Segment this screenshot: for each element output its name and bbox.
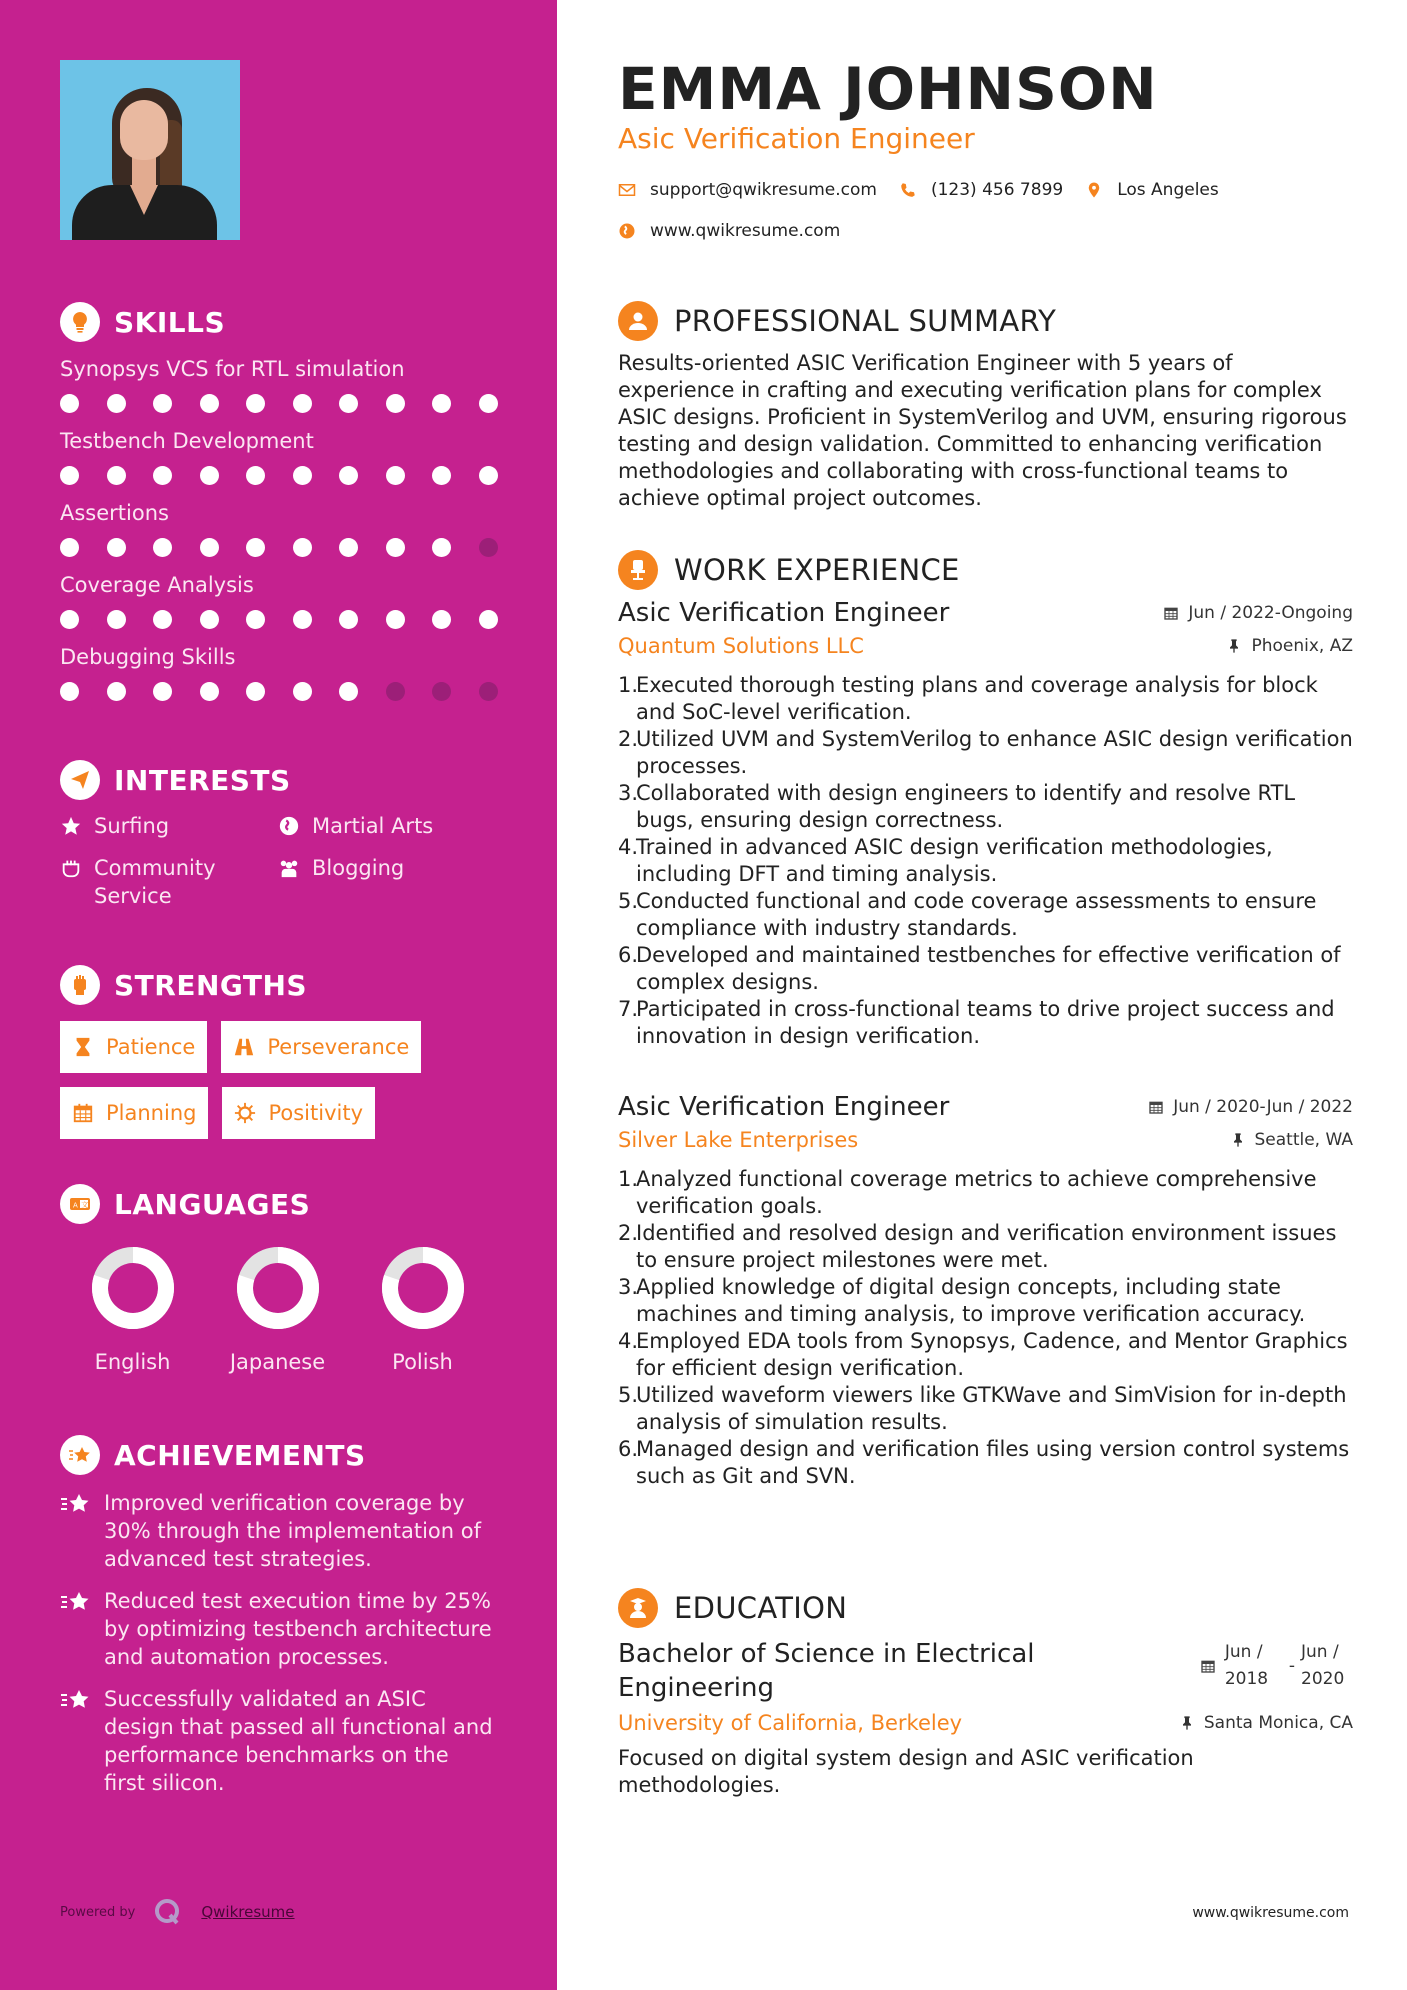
- shooting-star-icon: [60, 1685, 104, 1797]
- job-dates: Jun / 2020-Jun / 2022: [1148, 1097, 1353, 1117]
- job-bullet: 2. Identified and resolved design and verification environment issues to ensure project milestones were met.: [618, 1221, 1337, 1272]
- rating-dot: [339, 682, 358, 701]
- rating-dot: [339, 610, 358, 629]
- translate-icon: [60, 1184, 100, 1224]
- achievement-item: [60, 1489, 500, 1573]
- fist-icon: [60, 965, 100, 1005]
- pushpin-icon: [1179, 1715, 1195, 1731]
- school: University of California, Berkeley: [618, 1711, 963, 1735]
- summary-text: Results-oriented ASIC Verification Engineer with 5 years of experience in crafting and executing verification plans for complex ASIC designs. Proficient in SystemVerilog and UVM, ensuring rigorous testing and design validation. Committed to enhancing verification methodologies and collaborating with cross-functional teams to achieve optimal project outcomes.: [618, 351, 1347, 510]
- rating-dot: [293, 538, 312, 557]
- rating-dot: [293, 466, 312, 485]
- powered-by: Powered by Qwikresume: [60, 1897, 295, 1927]
- interests-heading: INTERESTS: [60, 760, 500, 800]
- user-icon: [618, 301, 658, 341]
- sun-icon: [234, 1102, 256, 1124]
- profile-photo: [60, 60, 240, 240]
- globe-icon: [278, 812, 302, 840]
- language-donut-chart: [236, 1246, 320, 1330]
- rating-dot: [60, 466, 79, 485]
- rating-dot: [479, 466, 498, 485]
- rating-dot: [246, 610, 265, 629]
- rating-dot: [479, 610, 498, 629]
- chair-icon: [618, 550, 658, 590]
- rating-dot: [386, 538, 405, 557]
- job-bullet: 2. Utilized UVM and SystemVerilog to enhance ASIC design verification processes.: [618, 727, 1353, 778]
- calendar-icon: [1148, 1099, 1164, 1115]
- education-heading: EDUCATION: [618, 1586, 847, 1630]
- hourglass-icon: [72, 1036, 94, 1058]
- rating-dot: [246, 682, 265, 701]
- rating-dot: [153, 610, 172, 629]
- rating-dot: [386, 610, 405, 629]
- skill-label: Coverage Analysis: [60, 573, 254, 597]
- rating-dot: [60, 394, 79, 413]
- graduate-icon: [618, 1588, 658, 1628]
- globe-icon: [618, 222, 636, 240]
- skill-rating: [60, 536, 500, 558]
- skill-label: Synopsys VCS for RTL simulation: [60, 357, 405, 381]
- rating-dot: [246, 394, 265, 413]
- experience-heading: WORK EXPERIENCE: [618, 548, 960, 592]
- pushpin-icon: [1226, 638, 1242, 654]
- strengths-section: [60, 965, 500, 1139]
- rating-dot: [386, 682, 405, 701]
- skill-label: Assertions: [60, 501, 169, 525]
- language-label: Polish: [392, 1350, 453, 1374]
- interests-list: [60, 812, 500, 910]
- job-bullet: 3. Collaborated with design engineers to identify and resolve RTL bugs, ensuring design correctness.: [618, 781, 1296, 832]
- job-location: Phoenix, AZ: [1226, 636, 1353, 656]
- rating-dot: [386, 466, 405, 485]
- rating-dot: [432, 610, 451, 629]
- languages-heading: A 文 LANGUAGES: [60, 1184, 500, 1224]
- skills-heading: SKILLS: [60, 302, 500, 342]
- rating-dot: [200, 538, 219, 557]
- shooting-star-icon: [60, 1489, 104, 1573]
- rating-dot: [153, 538, 172, 557]
- summary-heading: PROFESSIONAL SUMMARY: [618, 299, 1056, 343]
- main-content: [557, 0, 1407, 1990]
- skill-label: Debugging Skills: [60, 645, 236, 669]
- achievement-item: [60, 1587, 500, 1671]
- language-item: [205, 1246, 350, 1374]
- achievements-heading: ACHIEVEMENTS: [60, 1435, 500, 1475]
- interest-item: Community Service: [60, 854, 278, 910]
- star-icon: [60, 812, 84, 840]
- skill-item: [60, 570, 500, 630]
- rating-dot: [107, 610, 126, 629]
- sidebar: [0, 0, 557, 1990]
- job-title: Asic Verification Engineer: [618, 1092, 950, 1122]
- qwikresume-logo-icon: [153, 1897, 183, 1927]
- website-row: [618, 221, 862, 241]
- rating-dot: [153, 394, 172, 413]
- rating-dot: [339, 394, 358, 413]
- skill-item: [60, 426, 500, 486]
- strength-badge: Planning: [60, 1087, 208, 1139]
- job-bullet: 5. Utilized waveform viewers like GTKWave and SimVision for in-depth analysis of simulation results.: [618, 1383, 1347, 1434]
- interest-item: Surfing: [60, 812, 278, 840]
- skill-rating: [60, 464, 500, 486]
- education-description: Focused on digital system design and ASIC verification methodologies.: [618, 1746, 1194, 1797]
- star-achievement-icon: [60, 1435, 100, 1475]
- rating-dot: [479, 394, 498, 413]
- achievement-text: Improved verification coverage by 30% through the implementation of advanced test strategies.: [104, 1491, 481, 1571]
- rating-dot: [339, 538, 358, 557]
- language-donut-chart: [91, 1246, 175, 1330]
- job-dates: Jun / 2022-Ongoing: [1163, 603, 1353, 623]
- rating-dot: [432, 538, 451, 557]
- interests-section: [60, 760, 500, 910]
- job-bullet: 4. Employed EDA tools from Synopsys, Cadence, and Mentor Graphics for efficient design verification.: [618, 1329, 1348, 1380]
- rating-dot: [153, 682, 172, 701]
- degree: Bachelor of Science in Electrical Engineering: [618, 1639, 1035, 1703]
- languages-list: [60, 1246, 500, 1374]
- achievements-list: [60, 1489, 500, 1797]
- job-bullet: 4. Trained in advanced ASIC design verification methodologies, including DFT and timing analysis.: [618, 835, 1273, 886]
- rating-dot: [386, 394, 405, 413]
- job-company: Silver Lake Enterprises: [618, 1128, 859, 1152]
- rating-dot: [200, 682, 219, 701]
- hand-icon: [60, 854, 84, 882]
- job-bullet: 1. Analyzed functional coverage metrics to achieve comprehensive verification goals.: [618, 1167, 1317, 1218]
- job-bullet: 5. Conducted functional and code coverage assessments to ensure compliance with industry standards.: [618, 889, 1317, 940]
- rating-dot: [293, 682, 312, 701]
- rating-dot: [200, 610, 219, 629]
- rating-dot: [107, 538, 126, 557]
- website[interactable]: www.qwikresume.com: [650, 221, 841, 241]
- rating-dot: [60, 610, 79, 629]
- job-bullet: 7. Participated in cross-functional teams to drive project success and innovation in design verification.: [618, 997, 1335, 1048]
- interest-item: Blogging: [278, 854, 496, 910]
- education-location: Santa Monica, CA: [1179, 1713, 1353, 1733]
- rating-dot: [60, 538, 79, 557]
- rating-dot: [60, 682, 79, 701]
- contact-row: [618, 180, 1241, 200]
- job-title: Asic Verification Engineer: [618, 598, 950, 628]
- job-bullet: 6. Managed design and verification files using version control systems such as Git and SVN.: [618, 1437, 1350, 1488]
- location: Los Angeles: [1117, 180, 1219, 200]
- skill-rating: [60, 608, 500, 630]
- education-dates: Jun / 2018 - Jun / 2020: [1200, 1639, 1353, 1693]
- job-bullet: 1. Executed thorough testing plans and coverage analysis for block and SoC-level verification.: [618, 673, 1318, 724]
- job-entry: [618, 1092, 1353, 1490]
- job-bullets: [618, 672, 1353, 1050]
- rating-dot: [479, 682, 498, 701]
- rating-dot: [107, 394, 126, 413]
- job-company: Quantum Solutions LLC: [618, 634, 864, 658]
- svg-text:A: A: [73, 1201, 78, 1210]
- skill-label: Testbench Development: [60, 429, 314, 453]
- rating-dot: [200, 466, 219, 485]
- job-entry: [618, 598, 1353, 1050]
- skills-list: [60, 354, 500, 702]
- candidate-name: EMMA JOHNSON: [618, 55, 1158, 123]
- paper-plane-icon: [60, 760, 100, 800]
- skill-rating: [60, 680, 500, 702]
- rating-dot: [293, 394, 312, 413]
- candidate-title: Asic Verification Engineer: [618, 122, 975, 155]
- footer-url[interactable]: www.qwikresume.com: [1192, 1905, 1349, 1921]
- interest-item: Martial Arts: [278, 812, 496, 840]
- rating-dot: [246, 466, 265, 485]
- language-label: Japanese: [229, 1350, 326, 1374]
- rating-dot: [246, 538, 265, 557]
- skill-rating: [60, 392, 500, 414]
- rating-dot: [479, 538, 498, 557]
- rating-dot: [432, 682, 451, 701]
- qwikresume-link[interactable]: Qwikresume: [201, 1903, 295, 1921]
- strengths-heading: STRENGTHS: [60, 965, 500, 1005]
- svg-text:文: 文: [81, 1201, 89, 1209]
- skill-item: [60, 642, 500, 702]
- rating-dot: [107, 682, 126, 701]
- language-item: [350, 1246, 495, 1374]
- language-donut-chart: [381, 1246, 465, 1330]
- pushpin-icon: [1230, 1132, 1246, 1148]
- job-bullet: 3. Applied knowledge of digital design concepts, including state machines and timing analysis, to improve verification accuracy.: [618, 1275, 1306, 1326]
- job-bullet: 6. Developed and maintained testbenches for effective verification of complex designs.: [618, 943, 1341, 994]
- calendar-icon: [1163, 605, 1179, 621]
- rating-dot: [200, 394, 219, 413]
- road-icon: [233, 1036, 255, 1058]
- strength-badge: Patience: [60, 1021, 207, 1073]
- rating-dot: [153, 466, 172, 485]
- skills-section: [60, 302, 500, 702]
- achievement-text: Reduced test execution time by 25% by optimizing testbench architecture and automation processes.: [104, 1589, 492, 1669]
- phone-icon: [899, 181, 917, 199]
- rating-dot: [339, 466, 358, 485]
- rating-dot: [107, 466, 126, 485]
- users-icon: [278, 854, 302, 882]
- achievement-text: Successfully validated an ASIC design that passed all functional and performance benchmarks on the first silicon.: [104, 1687, 493, 1795]
- language-label: English: [94, 1350, 171, 1374]
- map-pin-icon: [1085, 181, 1103, 199]
- rating-dot: [293, 610, 312, 629]
- strength-badge: Perseverance: [221, 1021, 421, 1073]
- rating-dot: [432, 466, 451, 485]
- envelope-icon: [618, 181, 636, 199]
- rating-dot: [432, 394, 451, 413]
- phone[interactable]: (123) 456 7899: [930, 180, 1064, 200]
- skill-item: [60, 354, 500, 414]
- strength-badge: Positivity: [222, 1087, 375, 1139]
- lightbulb-icon: [60, 302, 100, 342]
- strengths-list: [60, 1021, 490, 1139]
- language-item: [60, 1246, 205, 1374]
- skill-item: [60, 498, 500, 558]
- achievement-item: [60, 1685, 500, 1797]
- job-bullets: [618, 1166, 1353, 1490]
- job-location: Seattle, WA: [1230, 1130, 1354, 1150]
- shooting-star-icon: [60, 1587, 104, 1671]
- email[interactable]: support@qwikresume.com: [650, 180, 877, 200]
- calendar-icon: [72, 1102, 94, 1124]
- achievements-section: [60, 1435, 500, 1797]
- education-entry: [618, 1637, 1353, 1799]
- calendar-icon: [1200, 1658, 1216, 1674]
- languages-section: [60, 1184, 500, 1374]
